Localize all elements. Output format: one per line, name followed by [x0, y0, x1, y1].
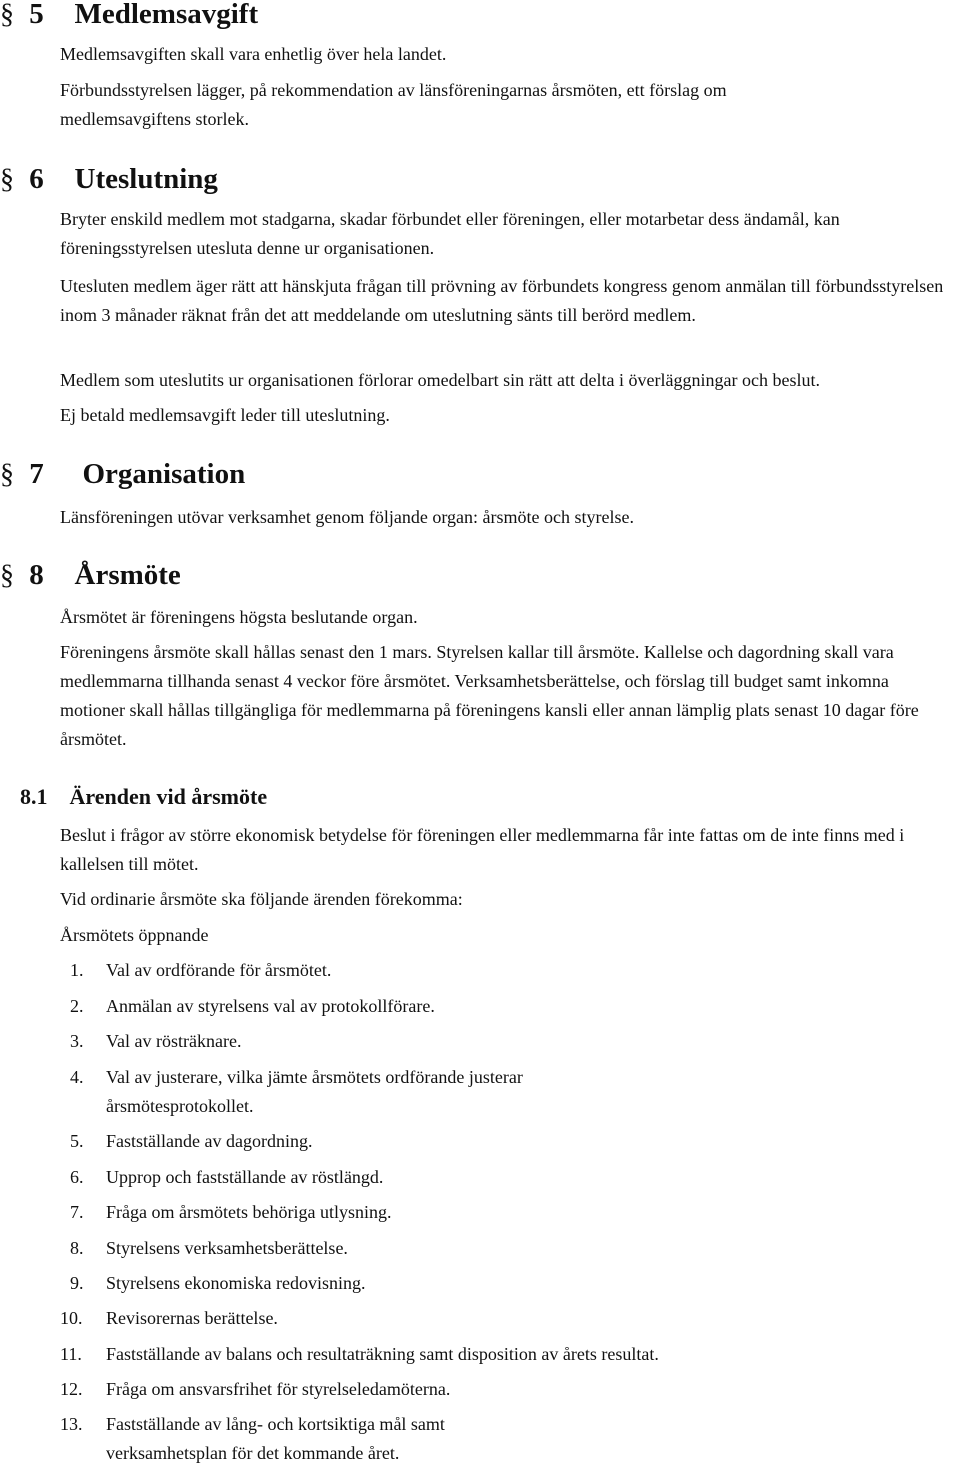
section-number: 7: [29, 458, 44, 490]
list-number: 1.: [70, 960, 84, 980]
section-8-1-paragraph-2: Vid ordinarie årsmöte ska följande ärenden förekomma:: [60, 889, 463, 909]
list-text: Fastställande av lång- och kortsiktiga mål samt verksamhetsplan för det kommande året.: [106, 1414, 445, 1463]
list-text: Anmälan av styrelsens val av protokollförare.: [106, 996, 435, 1016]
list-number: 7.: [70, 1202, 84, 1222]
section-8-paragraph-2: Föreningens årsmöte skall hållas senast den 1 mars. Styrelsen kallar till årsmöte. Kallelse och dagordning skall vara medlemmarna tillhanda senast 4 veckor före årsmötet. Verksamhetsberättelse, och förslag till budget samt inkomna motioner skall hållas tillgängliga för medlemmarna på föreningens kansli eller annan lämplig plats senast 10 dagar före årsmötet.: [60, 642, 919, 749]
list-number: 10.: [60, 1308, 83, 1328]
list-number: 6.: [70, 1167, 84, 1187]
section-6-heading: [0, 165, 218, 194]
list-text: Revisorernas berättelse.: [106, 1308, 278, 1328]
list-text: Val av justerare, vilka jämte årsmötets ordförande justerar årsmötesprotokollet.: [106, 1067, 523, 1116]
section-title: Ärenden vid årsmöte: [69, 784, 268, 809]
section-7-paragraph-1: Länsföreningen utövar verksamhet genom följande organ: årsmöte och styrelse.: [60, 507, 634, 527]
paragraph-sign: §: [0, 560, 14, 591]
section-title: Årsmöte: [74, 559, 181, 591]
section-title: Organisation: [82, 458, 246, 490]
section-6-paragraph-4: Ej betald medlemsavgift leder till uteslutning.: [60, 405, 390, 425]
section-number: 5: [29, 0, 44, 30]
list-number: 12.: [60, 1379, 83, 1399]
section-5-paragraph-1: Medlemsavgiften skall vara enhetlig över hela landet.: [60, 44, 447, 64]
section-number: 8.1: [20, 784, 48, 809]
list-number: 13.: [60, 1414, 83, 1434]
list-text: Upprop och fastställande av röstlängd.: [106, 1167, 384, 1187]
paragraph-sign: §: [0, 459, 14, 490]
list-number: 2.: [70, 996, 84, 1016]
list-text: Styrelsens verksamhetsberättelse.: [106, 1238, 348, 1258]
section-number: 6: [29, 163, 44, 195]
list-text: Fråga om ansvarsfrihet för styrelseledamöterna.: [106, 1379, 451, 1399]
section-7-heading: [0, 460, 245, 489]
list-text: Val av ordförande för årsmötet.: [106, 960, 332, 980]
section-title: Uteslutning: [74, 163, 218, 195]
list-text: Val av rösträknare.: [106, 1031, 242, 1051]
section-8-heading: [0, 561, 181, 590]
list-number: 5.: [70, 1131, 84, 1151]
section-8-paragraph-1: Årsmötet är föreningens högsta beslutande organ.: [60, 607, 418, 627]
list-number: 11.: [60, 1344, 82, 1364]
list-number: 8.: [70, 1238, 84, 1258]
list-text: Fastställande av dagordning.: [106, 1131, 313, 1151]
section-6-paragraph-1: Bryter enskild medlem mot stadgarna, skadar förbundet eller föreningen, eller motarbetar dess ändamål, kan föreningsstyrelsen utesluta denne ur organisationen.: [60, 209, 840, 258]
list-number: 9.: [70, 1273, 84, 1293]
section-number: 8: [29, 559, 44, 591]
section-5-paragraph-2: Förbundsstyrelsen lägger, på rekommendation av länsföreningarnas årsmöten, ett förslag om medlemsavgiftens storlek.: [60, 80, 727, 129]
list-number: 4.: [70, 1067, 84, 1087]
section-8-1-paragraph-1: Beslut i frågor av större ekonomisk betydelse för föreningen eller medlemmarna får inte fattas om de inte finns med i kallelsen till mötet.: [60, 825, 905, 874]
section-8-1-heading: [20, 786, 267, 808]
section-title: Medlemsavgift: [74, 0, 259, 30]
paragraph-sign: §: [0, 164, 14, 195]
list-text: Styrelsens ekonomiska redovisning.: [106, 1273, 366, 1293]
paragraph-sign: §: [0, 0, 14, 30]
list-text: Fastställande av balans och resultaträkning samt disposition av årets resultat.: [106, 1344, 659, 1364]
section-6-paragraph-3: Medlem som uteslutits ur organisationen förlorar omedelbart sin rätt att delta i överläggningar och beslut.: [60, 370, 820, 390]
section-6-paragraph-2: Utesluten medlem äger rätt att hänskjuta frågan till prövning av förbundets kongress genom anmälan till förbundsstyrelsen inom 3 månader räknat från det att meddelande om uteslutning sänts till berörd medlem.: [60, 276, 944, 325]
section-5-heading: [0, 0, 258, 29]
list-text: Fråga om årsmötets behöriga utlysning.: [106, 1202, 392, 1222]
list-number: 3.: [70, 1031, 84, 1051]
section-8-1-paragraph-3: Årsmötets öppnande: [60, 925, 209, 945]
